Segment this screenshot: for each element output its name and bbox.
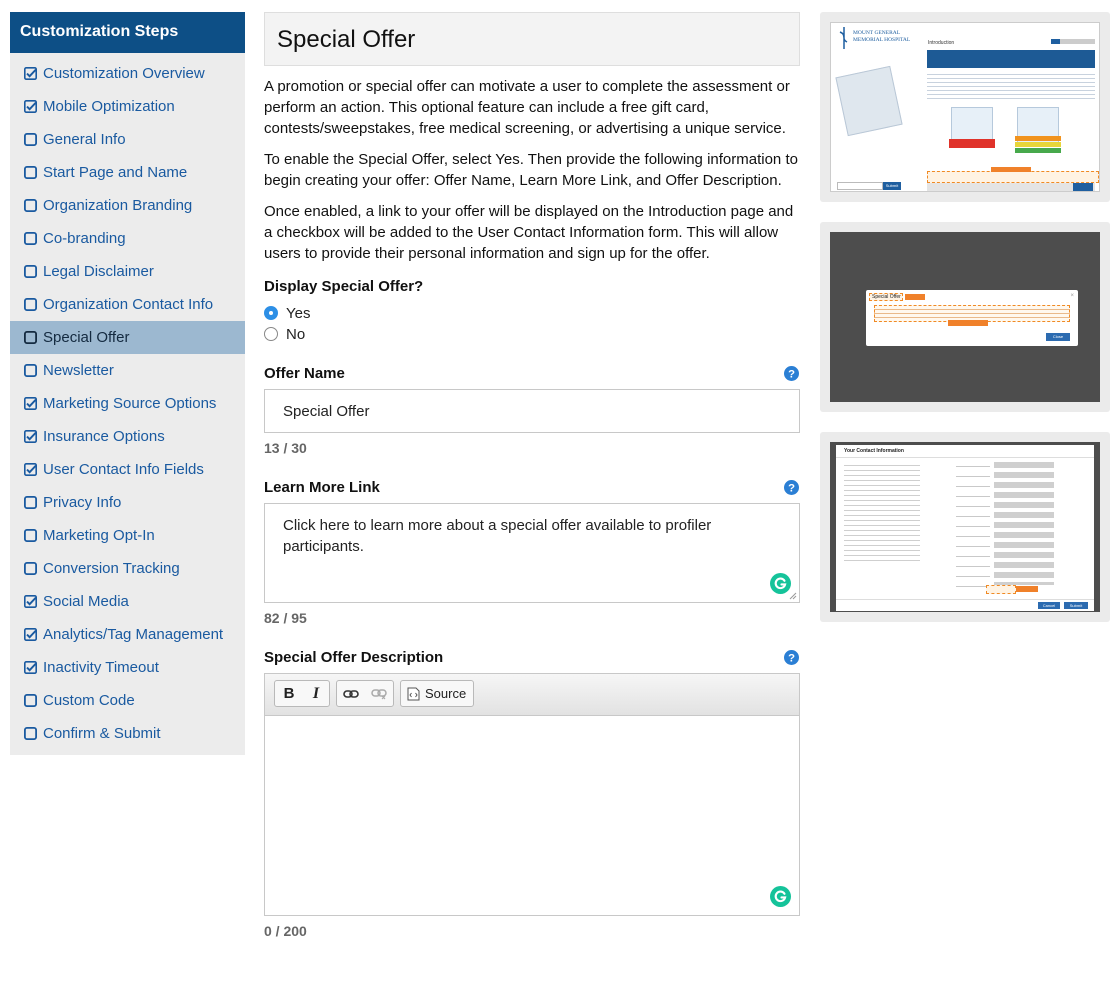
empty-box-icon — [24, 562, 37, 575]
empty-box-icon — [24, 199, 37, 212]
grammarly-icon[interactable] — [770, 573, 791, 594]
sidebar-item-label: Mobile Optimization — [43, 98, 175, 115]
preview-contact-overlay — [830, 442, 1100, 612]
hospital-name: MOUNT GENERAL MEMORIAL HOSPITAL — [853, 30, 911, 43]
contact-intro-lines — [844, 463, 920, 563]
modal-title-tag — [905, 294, 925, 300]
sidebar-item-label: Conversion Tracking — [43, 560, 180, 577]
sidebar-item-label: Insurance Options — [43, 428, 165, 445]
sidebar-item-marketing-source-options[interactable] — [10, 387, 245, 420]
intro-text-lines — [927, 72, 1095, 100]
submit-button-mini: Submit — [883, 182, 901, 190]
sidebar-item-label: Customization Overview — [43, 65, 205, 82]
contact-field-labels — [956, 463, 990, 587]
radio-no[interactable] — [264, 327, 278, 341]
sidebar-item-insurance-options[interactable] — [10, 420, 245, 453]
progress-bar — [1051, 39, 1095, 44]
source-label: Source — [425, 686, 467, 701]
description-label-row — [264, 647, 800, 667]
contact-modal-title: Your Contact Information — [844, 448, 904, 454]
sidebar-item-confirm-and-submit[interactable] — [10, 717, 245, 750]
empty-box-icon — [24, 232, 37, 245]
display-offer-label: Display Special Offer? — [264, 278, 424, 295]
sidebar-item-label: Marketing Source Options — [43, 395, 217, 412]
radio-no-label: No — [286, 325, 306, 343]
radio-no-option[interactable] — [264, 325, 800, 343]
svg-text:?: ? — [788, 652, 795, 665]
sidebar-item-co-branding[interactable] — [10, 222, 245, 255]
page-title: Special Offer — [264, 12, 800, 66]
sidebar-item-label: Organization Branding — [43, 197, 193, 214]
sidebar-item-label: Special Offer — [43, 329, 130, 346]
learn-more-text: Click here to learn more about a special offer available to profiler participants. — [283, 517, 712, 555]
sidebar-item-conversion-tracking[interactable] — [10, 552, 245, 585]
footer-bar-mini — [927, 183, 1095, 191]
empty-box-icon — [24, 529, 37, 542]
empty-box-icon — [24, 496, 37, 509]
preview-intro-page[interactable] — [820, 12, 1110, 202]
preview-contact-form[interactable] — [820, 432, 1110, 622]
intro-page-label: Introduction — [928, 40, 955, 46]
preview-modal-overlay — [830, 232, 1100, 402]
sidebar-item-label: Start Page and Name — [43, 164, 188, 181]
special-offer-modal — [866, 290, 1078, 346]
radio-yes-label: Yes — [286, 304, 311, 322]
sidebar-item-label: Organization Contact Info — [43, 296, 214, 313]
editor-toolbar — [265, 674, 799, 716]
radio-yes[interactable] — [264, 306, 278, 320]
learn-more-label: Learn More Link — [264, 478, 380, 496]
sidebar-item-marketing-opt-in[interactable] — [10, 519, 245, 552]
sidebar-item-newsletter[interactable] — [10, 354, 245, 387]
risk-bar-orange — [1015, 136, 1061, 141]
sidebar-item-special-offer[interactable] — [10, 321, 245, 354]
help-icon[interactable] — [784, 480, 799, 495]
svg-text:?: ? — [788, 368, 795, 381]
checked-box-icon — [24, 100, 37, 113]
sidebar-item-legal-disclaimer[interactable] — [10, 255, 245, 288]
radio-yes-option[interactable] — [264, 304, 800, 322]
email-input-mini — [837, 182, 883, 190]
offer-name-counter: 13 / 30 — [264, 440, 307, 456]
contact-footer-divider — [836, 599, 1094, 600]
empty-box-icon — [24, 265, 37, 278]
sidebar-item-start-page-and-name[interactable] — [10, 156, 245, 189]
empty-box-icon — [24, 364, 37, 377]
sidebar-item-customization-overview[interactable] — [10, 57, 245, 90]
empty-box-icon — [24, 133, 37, 146]
contact-cancel-button: Cancel — [1038, 602, 1060, 609]
sidebar-item-mobile-optimization[interactable] — [10, 90, 245, 123]
link-button-group — [336, 680, 394, 707]
checked-box-icon — [24, 67, 37, 80]
checked-box-icon — [24, 628, 37, 641]
learn-more-label-row — [264, 477, 800, 497]
modal-close-icon: × — [1070, 293, 1074, 299]
risk-bar-yellow — [1015, 142, 1061, 147]
empty-box-icon — [24, 694, 37, 707]
link-icon — [343, 689, 359, 699]
help-icon[interactable] — [784, 650, 799, 665]
sidebar-item-inactivity-timeout[interactable] — [10, 651, 245, 684]
enable-paragraph: To enable the Special Offer, select Yes. Then provide the following information to begin creating your offer: Offer Name, Learn More Link, and Offer Description. — [264, 151, 798, 189]
signup-offer-highlight — [986, 585, 1016, 594]
preview-special-offer-modal[interactable] — [820, 222, 1110, 412]
source-button[interactable] — [400, 680, 474, 707]
next-button-mini — [1073, 183, 1093, 191]
empty-box-icon — [24, 331, 37, 344]
contact-modal — [836, 445, 1094, 611]
sidebar-item-label: Privacy Info — [43, 494, 122, 511]
sidebar-item-label: Legal Disclaimer — [43, 263, 154, 280]
sidebar-item-general-info[interactable] — [10, 123, 245, 156]
modal-title-highlight — [869, 293, 903, 301]
enabled-info-paragraph: Once enabled, a link to your offer will be displayed on the Introduction page and a checkbox will be added to the User Contact Information form. This will allow users to provide their personal information and sign up for the offer. — [264, 203, 794, 262]
empty-box-icon — [24, 166, 37, 179]
risk-bar-green — [1015, 148, 1061, 153]
sidebar-item-social-media[interactable] — [10, 585, 245, 618]
offer-name-label: Offer Name — [264, 364, 345, 382]
empty-box-icon — [24, 298, 37, 311]
resize-handle-icon[interactable] — [789, 592, 797, 600]
sidebar-item-label: Analytics/Tag Management — [43, 626, 224, 643]
sidebar-item-organization-contact-info[interactable] — [10, 288, 245, 321]
grammarly-icon[interactable] — [770, 886, 791, 907]
svg-text:?: ? — [788, 482, 795, 495]
contact-modal-divider — [836, 457, 1094, 458]
sidebar-header: Customization Steps — [10, 12, 245, 53]
link-button[interactable] — [337, 681, 365, 706]
source-icon — [407, 687, 420, 701]
description-label: Special Offer Description — [264, 648, 444, 666]
checked-box-icon — [24, 430, 37, 443]
special-offer-link-highlight — [927, 171, 1099, 183]
signup-offer-tag — [1016, 586, 1038, 592]
sidebar-item-label: Custom Code — [43, 692, 135, 709]
contact-submit-button: Submit — [1064, 602, 1088, 609]
sidebar-item-label: Co-branding — [43, 230, 126, 247]
checked-box-icon — [24, 397, 37, 410]
sidebar-item-label: Marketing Opt-In — [43, 527, 155, 544]
result-report-image — [835, 66, 902, 136]
sidebar-list — [10, 53, 245, 750]
main-content — [264, 12, 800, 939]
sidebar — [10, 12, 245, 755]
sidebar-item-analytics-tag-management[interactable] — [10, 618, 245, 651]
modal-title: Special Offer — [872, 294, 901, 300]
bold-button[interactable]: B — [283, 685, 295, 702]
description-editor — [264, 673, 800, 916]
contact-field-inputs — [994, 461, 1054, 585]
format-button-group — [274, 680, 330, 707]
empty-box-icon — [24, 727, 37, 740]
checked-box-icon — [24, 595, 37, 608]
unlink-icon — [371, 688, 387, 700]
sidebar-item-label: General Info — [43, 131, 126, 148]
description-editor-area[interactable] — [265, 716, 799, 915]
learn-more-tag — [991, 167, 1031, 172]
unlink-button[interactable] — [365, 681, 393, 706]
italic-button[interactable]: I — [312, 684, 320, 702]
checked-box-icon — [24, 463, 37, 476]
intro-paragraph: A promotion or special offer can motivate a user to complete the assessment or perform an action. This optional feature can include a free gift card, contests/sweepstakes, free medical screening, or advertising a unique service. — [264, 78, 790, 137]
hospital-logo — [837, 27, 915, 51]
preview-intro-screen — [830, 22, 1100, 192]
help-icon[interactable] — [784, 366, 799, 381]
sidebar-item-label: Social Media — [43, 593, 129, 610]
sidebar-item-label: User Contact Info Fields — [43, 461, 204, 478]
sidebar-item-user-contact-info-fields[interactable] — [10, 453, 245, 486]
checked-box-icon — [24, 661, 37, 674]
sidebar-item-label: Confirm & Submit — [43, 725, 161, 742]
learn-more-counter: 82 / 95 — [264, 610, 307, 626]
sidebar-item-label: Newsletter — [43, 362, 114, 379]
sidebar-item-custom-code[interactable] — [10, 684, 245, 717]
description-counter: 0 / 200 — [264, 923, 307, 939]
learn-more-textarea[interactable] — [264, 503, 800, 603]
offer-name-label-row — [264, 363, 800, 383]
offer-name-input[interactable]: Special Offer — [264, 389, 800, 433]
intro-banner — [927, 50, 1095, 68]
sidebar-item-label: Inactivity Timeout — [43, 659, 159, 676]
risk-bar-red — [949, 139, 995, 148]
sidebar-item-privacy-info[interactable] — [10, 486, 245, 519]
modal-description-tag — [948, 320, 988, 326]
modal-close-button: Close — [1046, 333, 1070, 341]
sidebar-item-organization-branding[interactable] — [10, 189, 245, 222]
